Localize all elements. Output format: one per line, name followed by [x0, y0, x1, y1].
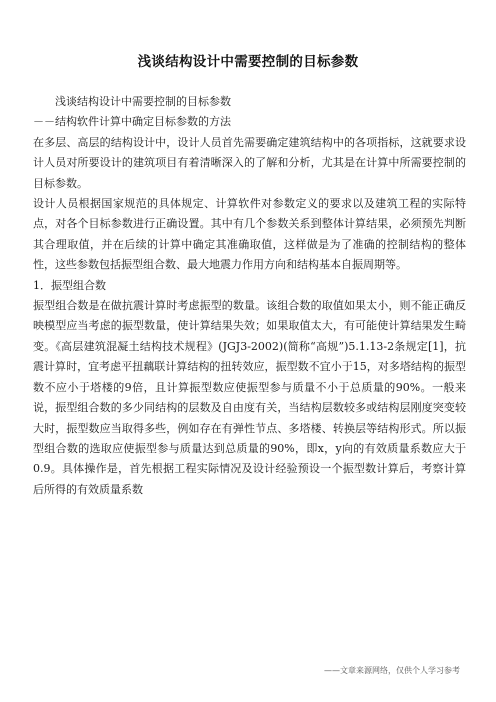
- paragraph-mode-combination: 振型组合数是在做抗震计算时考虑振型的数量。该组合数的取值如果太小，则不能正确反映模型应当考虑的振型数量，使计算结果失效；如果取值太大，有可能使计算结果发生畸变。《高层建筑混凝土结构技术规程》(JGJ3-2002)(简称“高规”)5.1.13-2条规定[1]，抗震计算时，宜考虑平扭藕联计算结构的扭转效应，振型数不宜小于15，对多塔结构的振型数不应小于塔楼的9倍，且计算振型数应使振型参与质量不小于总质量的90%。一般来说，振型组合数的多少同结构的层数及自由度有关，当结构层数较多或结构层刚度突变较大时，振型数应当取得多些，例如存在有弹性节点、多塔楼、转换层等结构形式。所以振型组合数的选取应使振型参与质量达到总质量的90%，即x，y向的有效质量系数应大于0.9。具体操作是，首先根据工程实际情况及设计经验预设一个振型数计算后，考察计算后所得的有效质量系数: [33, 299, 466, 496]
- footer-note: ——文章来源网络，仅供个人学习参考: [324, 666, 460, 675]
- method-line: －－结构软件计算中确定目标参数的方法: [33, 115, 231, 129]
- section-heading-mode-combination: 1．振型组合数: [33, 278, 106, 292]
- paragraph-intro: 在多层、高层的结构设计中，设计人员首先需要确定建筑结构中的各项指标，这就要求设计人员对所要设计的建筑项目有着清晰深入的了解和分析，尤其是在计算中所需要控制的目标参数。: [33, 135, 466, 190]
- document-body: [33, 92, 466, 500]
- document-title: 浅谈结构设计中需要控制的目标参数: [137, 54, 359, 70]
- subtitle-line: 浅谈结构设计中需要控制的目标参数: [55, 95, 231, 108]
- paragraph-parameters: 设计人员根据国家规范的具体规定、计算软件对参数定义的要求以及建筑工程的实际特点，对各个目标参数进行正确设置。其中有几个参数关系到整体计算结果，必须预先判断其合理取值，并在后续的计算中确定其准确取值，这样做是为了准确的控制结构的整体性，这些参数包括振型组合数、最大地震力作用方向和结构基本自振周期等。: [33, 197, 466, 272]
